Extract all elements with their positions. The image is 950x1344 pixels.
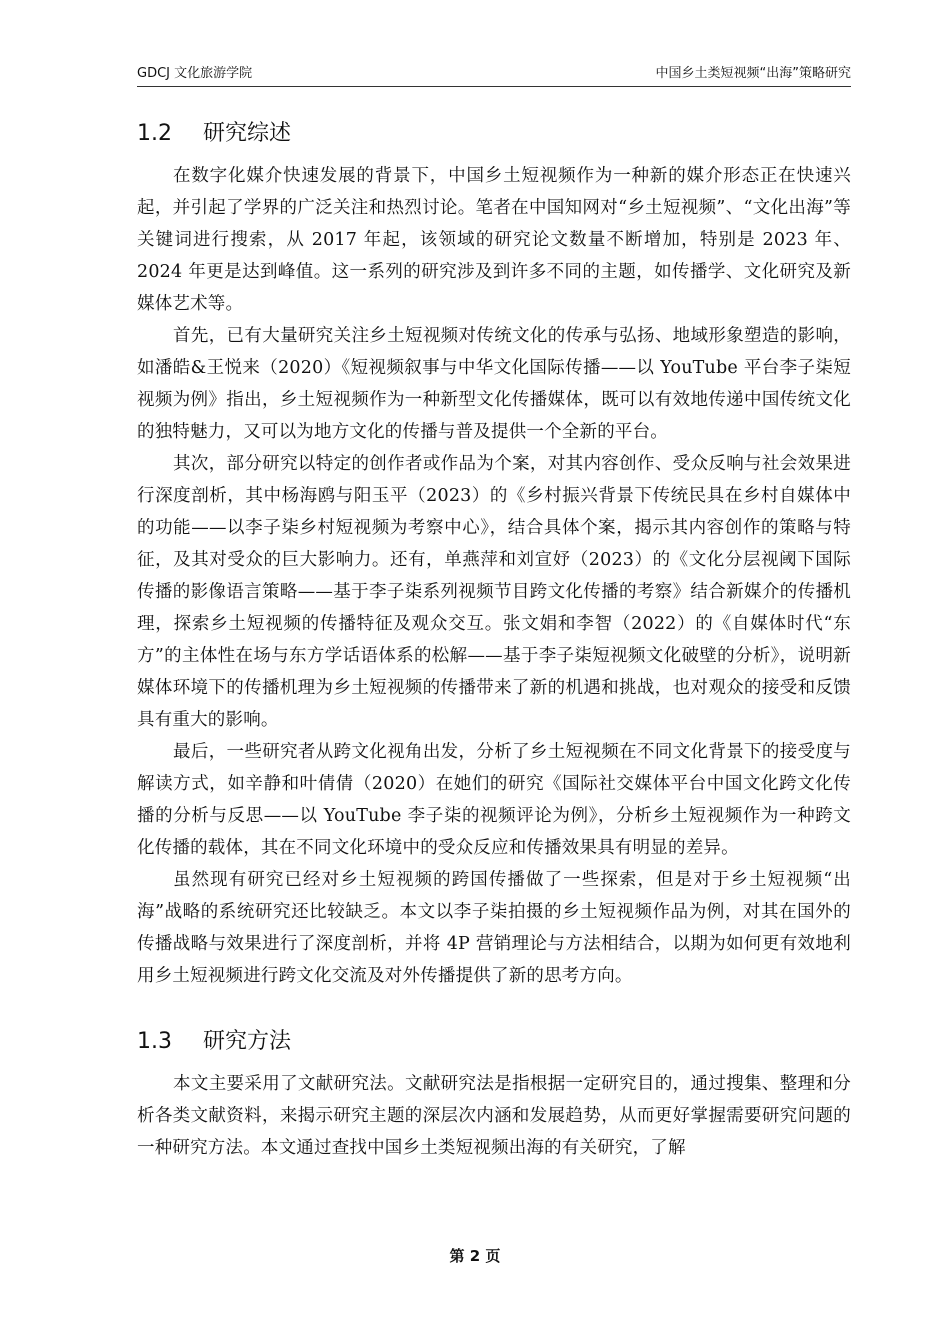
paragraph: 最后，一些研究者从跨文化视角出发，分析了乡土短视频在不同文化背景下的接受度与解读方式，如辛静和叶倩倩（2020）在她们的研究《国际社交媒体平台中国文化跨文化传播的分析与反思——以 YouTube 李子柒的视频评论为例》，分析乡土短视频作为一种跨文化传播的载体，其在不同文化环境中的受众反应和传播效果具有明显的差异。 — [137, 742, 851, 858]
section-heading-1-3 — [137, 1020, 851, 1064]
paragraph: 其次，部分研究以特定的创作者或作品为个案，对其内容创作、受众反响与社会效果进行深度剖析，其中杨海鸥与阳玉平（2023）的《乡村振兴背景下传统民具在乡村自媒体中的功能——以李子柒乡村短视频为考察中心》，结合具体个案，揭示其内容创作的策略与特征，及其对受众的巨大影响力。还有，单燕萍和刘宣妤（2023）的《文化分层视阈下国际传播的影像语言策略——基于李子柒系列视频节目跨文化传播的考察》结合新媒介的传播机理，探索乡土短视频的传播特征及观众交互。张文娟和李智（2022）的《自媒体时代“东方”的主体性在场与东方学话语体系的松解——基于李子柒短视频文化破壁的分析》，说明新媒体环境下的传播机理为乡土短视频的传播带来了新的机遇和挑战，也对观众的接受和反馈具有重大的影响。 — [137, 454, 851, 730]
section-heading-1-2 — [137, 112, 851, 156]
paragraph: 本文主要采用了文献研究法。文献研究法是指根据一定研究目的，通过搜集、整理和分析各类文献资料，来揭示研究主题的深层次内涵和发展趋势，从而更好掌握需要研究问题的一种研究方法。本文通过查找中国乡土类短视频出海的有关研究，了解 — [137, 1074, 851, 1158]
paragraph: 虽然现有研究已经对乡土短视频的跨国传播做了一些探索，但是对于乡土短视频“出海”战略的系统研究还比较缺乏。本文以李子柒拍摄的乡土短视频作品为例，对其在国外的传播战略与效果进行了深度剖析，并将 4P 营销理论与方法相结合，以期为如何更有效地利用乡土短视频进行跨文化交流及对外传播提供了新的思考方向。 — [137, 870, 851, 986]
paragraph: 首先，已有大量研究关注乡土短视频对传统文化的传承与弘扬、地域形象塑造的影响，如潘皓&王悦来（2020）《短视频叙事与中华文化国际传播——以 YouTube 平台李子柒短视频为例》指出，乡土短视频作为一种新型文化传播媒体，既可以有效地传递中国传统文化的独特魅力，又可以为地方文化的传播与普及提供一个全新的平台。 — [137, 326, 851, 442]
header-paper-title: 中国乡土类短视频“出海”策略研究 — [655, 66, 851, 81]
running-header — [137, 62, 851, 87]
section-title: 研究方法 — [203, 1029, 292, 1054]
section-number: 1.2 — [137, 121, 172, 146]
section-title: 研究综述 — [203, 121, 292, 146]
page-number: 第 2 页 — [449, 1247, 501, 1265]
section-number: 1.3 — [137, 1029, 172, 1054]
page-body — [137, 112, 851, 1164]
header-institution: GDCJ 文化旅游学院 — [137, 66, 253, 81]
paragraph: 在数字化媒介快速发展的背景下，中国乡土短视频作为一种新的媒介形态正在快速兴起，并引起了学界的广泛关注和热烈讨论。笔者在中国知网对“乡土短视频”、“文化出海”等关键词进行搜索，从 2017 年起，该领域的研究论文数量不断增加，特别是 2023 年、2024 年更是达到峰值。这一系列的研究涉及到许多不同的主题，如传播学、文化研究及新媒体艺术等。 — [137, 166, 851, 314]
